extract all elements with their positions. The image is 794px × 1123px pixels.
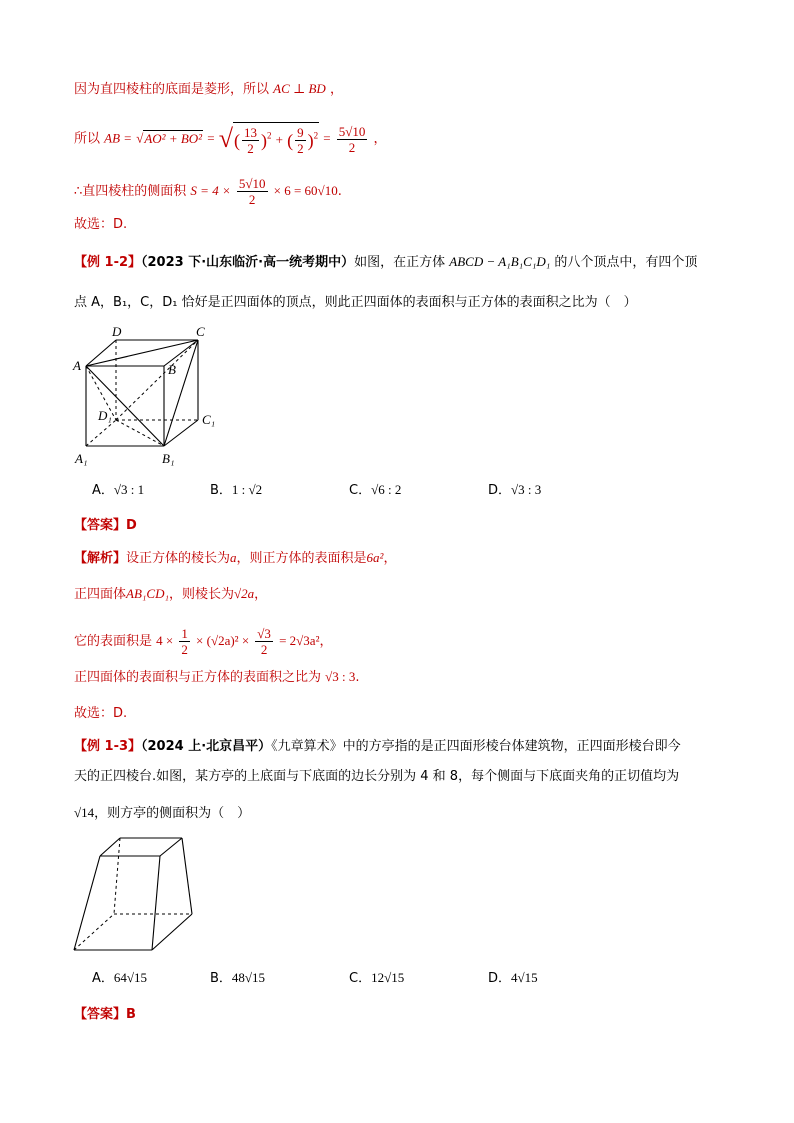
text-2: ，则棱长为 — [169, 587, 235, 602]
option-value: 4√15 — [511, 970, 538, 985]
math-area: 6a² — [366, 550, 384, 565]
text: 设正方体的棱长为 — [126, 551, 231, 566]
frac-num: 5√10 — [238, 176, 266, 191]
stem-text: 点 A，B₁，C，D₁ 恰好是正四面体的顶点，则此正四面体的表面积与正方体的表面积之比为（ ） — [74, 295, 637, 310]
math-ratio: √3 : 3 — [325, 669, 356, 684]
example-tag: 【例 1-2】 — [74, 255, 142, 270]
stem-text: ，则方亭的侧面积为（ ） — [94, 806, 251, 821]
analysis-line-2 — [74, 585, 267, 604]
option-value: 48√15 — [231, 970, 266, 985]
label-b1: B₁ — [162, 451, 175, 466]
answer-tag: 【答案】 — [74, 1007, 127, 1022]
math-tetra-name: AB₁CD₁ — [126, 586, 169, 601]
option-letter: D． — [488, 971, 512, 986]
option-letter: A． — [92, 971, 114, 986]
analysis-line-4 — [74, 668, 360, 687]
math-ab: AB = — [104, 130, 133, 146]
stem-text: 如图，在正方体 — [354, 255, 446, 270]
example-source: （2024 上·北京昌平） — [141, 739, 272, 754]
math-tail: × 6 = 60√10 — [273, 183, 338, 198]
punct: ， — [373, 131, 387, 147]
equals: = — [207, 130, 215, 146]
frac-den: 2 — [248, 192, 256, 207]
big-sqrt-symbol: √ — [218, 124, 233, 153]
label-c1: C₁ — [202, 412, 216, 427]
sqrt-symbol: √ — [136, 130, 144, 146]
solution-line-ab: 所以 AB = √AO² + BO² = √( $\frac{13}{2}$ )$^2$ + ( $\frac{9}{2}$ )$^2$ = $\frac{5√10}{2}$ ， — [74, 123, 387, 156]
label-b: B — [168, 362, 176, 377]
cube-figure — [70, 322, 230, 470]
text: 正四面体 — [74, 587, 127, 602]
label-d1: D₁ — [98, 408, 112, 423]
text: 因为直四棱柱的底面是菱形，所以 — [74, 82, 270, 97]
half-den: 2 — [181, 642, 188, 657]
result-den: 2 — [348, 139, 356, 155]
answer-text: 故选：D. — [74, 217, 128, 232]
option-letter: B． — [210, 971, 232, 986]
punct: . — [355, 670, 360, 685]
result-num: 5√10 — [338, 123, 366, 139]
example-1-3-stem-line1 — [74, 738, 681, 756]
math-a: a — [230, 550, 237, 565]
expr-2: × (√2a)² × — [196, 633, 250, 648]
answer-tag: 【答案】 — [74, 518, 127, 533]
punct: ， — [319, 634, 333, 649]
label-a: A — [73, 358, 81, 373]
option-c[interactable] — [349, 481, 401, 500]
example-source: （2023 下·山东临沂·高一统考期中） — [141, 255, 355, 270]
analysis-line-3 — [74, 626, 332, 657]
frac-9-den: 2 — [297, 141, 304, 156]
analysis-tag: 【解析】 — [74, 551, 127, 566]
option-a[interactable] — [92, 481, 144, 500]
example-1-2-stem-line1 — [74, 253, 697, 272]
math-edge: √2a — [234, 586, 255, 601]
example-1-3-stem-line3 — [74, 804, 250, 823]
half-num: 1 — [181, 626, 188, 641]
punct: ， — [383, 551, 397, 566]
text-2: ，则正方体的表面积是 — [236, 551, 367, 566]
option-b[interactable] — [210, 481, 262, 500]
solution-line-rhombus — [74, 80, 343, 99]
label-a1: A₁ — [75, 451, 88, 466]
example-1-3-stem-line2 — [74, 768, 679, 786]
answer-choice-line — [74, 216, 127, 234]
r3-num: √3 — [257, 626, 271, 641]
text: 它的表面积是 — [74, 634, 153, 649]
option-d[interactable] — [488, 969, 538, 988]
stem-text: 天的正四棱台.如图，某方亭的上底面与下底面的边长分别为 4 和 8，每个侧面与下底面夹角的正切值均为 — [74, 769, 680, 784]
option-b[interactable] — [210, 969, 265, 988]
answer-value: B — [126, 1007, 136, 1022]
text: ∴直四棱柱的侧面积 — [74, 184, 187, 199]
expr-1: 4 × — [156, 633, 174, 648]
punct: ， — [329, 82, 343, 97]
answer-text: 故选：D. — [74, 706, 128, 721]
option-value: √6 : 2 — [371, 482, 402, 497]
solution-line-lateral-area — [74, 176, 342, 207]
label-c: C — [196, 324, 205, 339]
option-value: √3 : 1 — [113, 482, 145, 497]
option-letter: D． — [488, 483, 512, 498]
math-perpendicular: AC ⊥ BD — [273, 81, 326, 96]
frac-13-num: 13 — [243, 125, 257, 140]
analysis-line-1 — [74, 549, 396, 568]
text: 所以 — [74, 131, 101, 147]
expr-3: = 2√3a² — [279, 633, 320, 648]
math-cube: ABCD − A₁B₁C₁D₁ — [449, 254, 551, 269]
answer-choice-line — [74, 705, 127, 723]
option-value: √3 : 3 — [511, 482, 542, 497]
option-c[interactable] — [349, 969, 404, 988]
math-ao-bo: AO² + BO² — [144, 130, 203, 146]
answer-value: D — [126, 518, 137, 533]
text: 正四面体的表面积与正方体的表面积之比为 — [74, 670, 322, 685]
option-value: 1 : √2 — [231, 482, 263, 497]
frac-13-den: 2 — [247, 141, 254, 156]
math-s: S = 4 × — [190, 183, 231, 198]
option-letter: B． — [210, 483, 232, 498]
option-letter: C． — [349, 483, 372, 498]
option-value: 64√15 — [113, 970, 148, 985]
option-a[interactable] — [92, 969, 147, 988]
r3-den: 2 — [260, 642, 268, 657]
frac-9-num: 9 — [297, 125, 304, 140]
punct: ， — [254, 587, 268, 602]
radicand: ( $\frac{13}{2}$ )$^2$ + ( $\frac{9}{2}$ )$^2$ — [233, 122, 319, 156]
answer-line — [74, 517, 137, 535]
punct: . — [337, 184, 342, 199]
option-d[interactable] — [488, 481, 541, 500]
math-sqrt14: √14 — [74, 805, 95, 820]
frustum-figure — [70, 834, 200, 956]
label-d: D — [112, 324, 122, 339]
answer-line — [74, 1006, 136, 1024]
example-1-2-stem-line2 — [74, 294, 637, 312]
option-value: 12√15 — [371, 970, 405, 985]
option-letter: C． — [349, 971, 372, 986]
stem-text: 《九章算术》中的方亭指的是正四面形棱台体建筑物，正四面形棱台即今 — [271, 739, 681, 754]
stem-text-2: 的八个顶点中，有四个顶 — [554, 255, 698, 270]
option-letter: A． — [92, 483, 114, 498]
example-tag: 【例 1-3】 — [74, 739, 142, 754]
